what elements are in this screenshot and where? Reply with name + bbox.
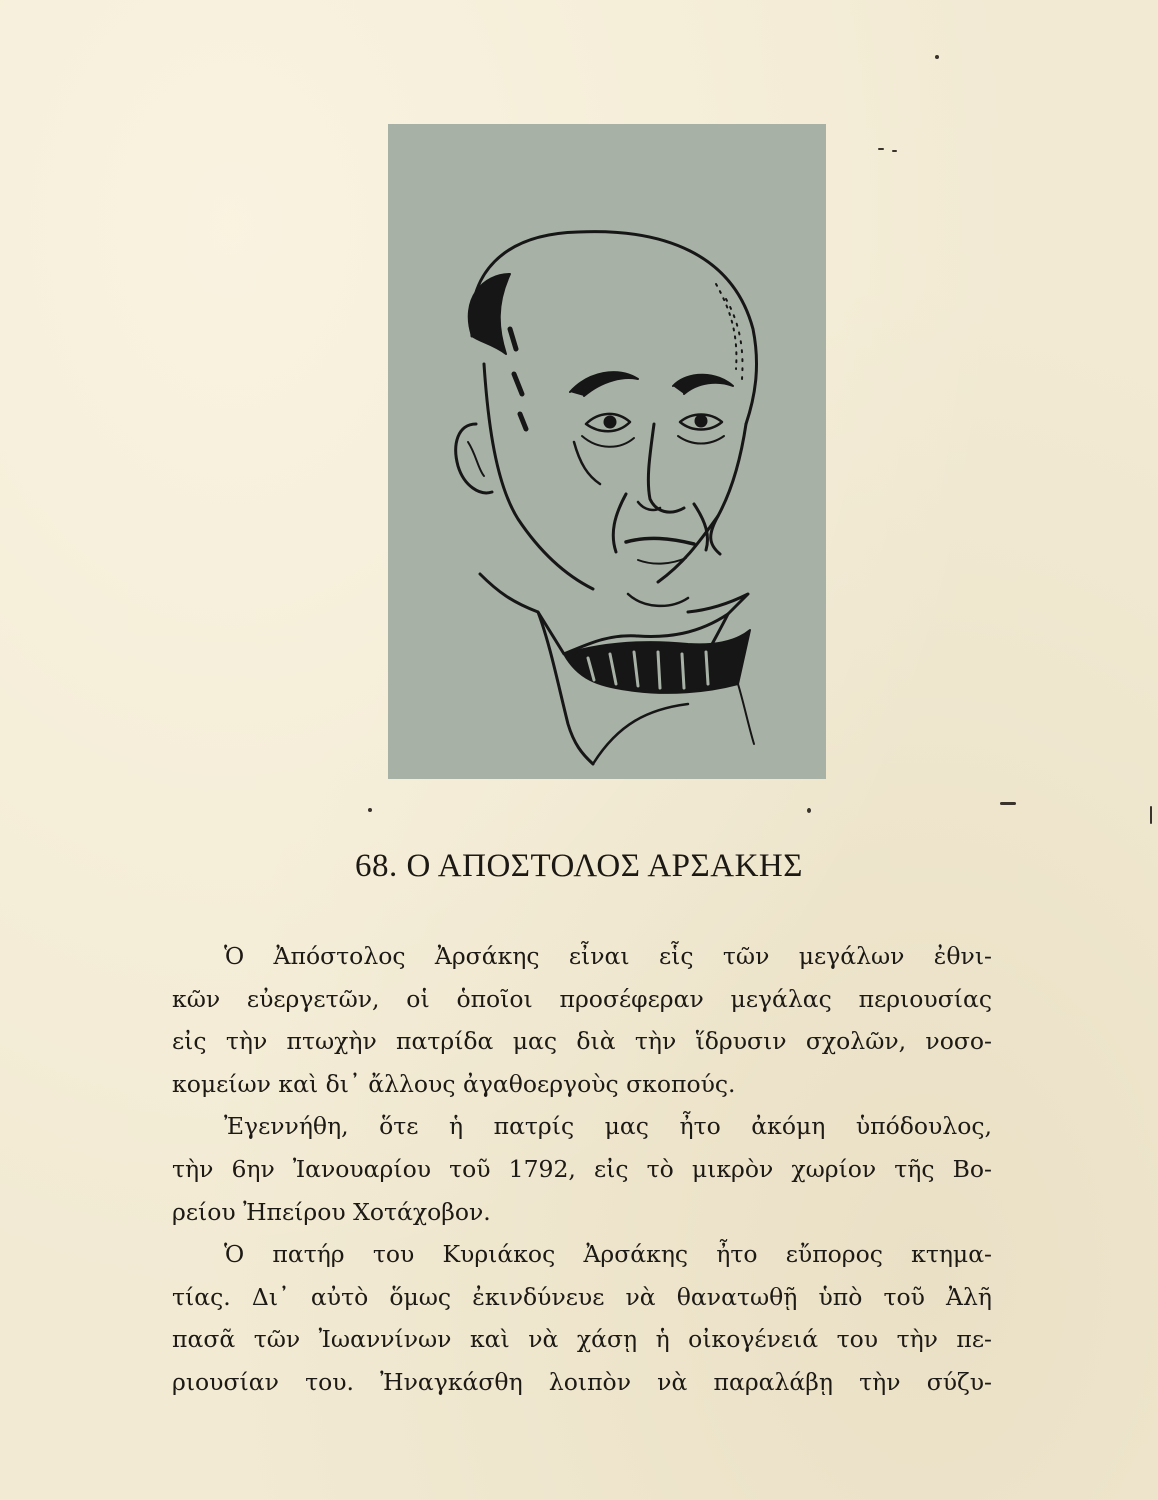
paragraph <box>172 1233 992 1403</box>
text-line: τίας. Δι᾽ αὐτὸ ὅμως ἐκινδύνευε νὰ θανατωθῇ ὑπὸ τοῦ Ἀλῆ <box>172 1282 992 1311</box>
ink-speck <box>1150 806 1152 824</box>
page-title: 68. Ο ΑΠΟΣΤΟΛΟΣ ΑΡΣΑΚΗΣ <box>355 848 803 884</box>
text-line: Ἐγεννήθη, ὅτε ἡ πατρίς μας ἦτο ἀκόμη ὑπόδουλος, <box>224 1112 992 1141</box>
text-line: πασᾶ τῶν Ἰωαννίνων καὶ νὰ χάσῃ ἡ οἰκογένειά του τὴν πε- <box>172 1325 992 1354</box>
paragraph <box>172 1105 992 1233</box>
article-body <box>172 935 992 1404</box>
portrait-illustration-icon <box>388 124 826 779</box>
text-line: Ὁ πατήρ του Κυριάκος Ἀρσάκης ἦτο εὔπορος κτημα- <box>224 1240 992 1269</box>
ink-speck <box>935 55 939 59</box>
text-line: ριουσίαν του. Ἠναγκάσθη λοιπὸν νὰ παραλάβῃ τὴν σύζυ- <box>172 1367 992 1396</box>
text-line: κομείων καὶ δι᾽ ἄλλους ἀγαθοεργοὺς σκοπούς. <box>172 1069 736 1098</box>
ink-speck <box>892 150 897 152</box>
ink-speck <box>878 148 884 150</box>
text-line: εἰς τὴν πτωχὴν πατρίδα μας διὰ τὴν ἵδρυσιν σχολῶν, νοσο- <box>172 1027 992 1056</box>
text-line: ρείου Ἠπείρου Χοτάχοβον. <box>172 1197 491 1226</box>
text-line: τὴν 6ην Ἰανουαρίου τοῦ 1792, εἰς τὸ μικρὸν χωρίον τῆς Βο- <box>172 1154 992 1183</box>
paragraph <box>172 935 992 1105</box>
portrait-illustration <box>388 124 826 779</box>
text-line: κῶν εὐεργετῶν, οἱ ὁποῖοι προσέφεραν μεγάλας περιουσίας <box>172 984 992 1013</box>
ink-speck <box>1000 802 1016 805</box>
ink-speck <box>368 808 372 812</box>
ink-speck <box>807 808 811 813</box>
text-line: Ὁ Ἀπόστολος Ἀρσάκης εἶναι εἷς τῶν μεγάλων ἐθνι- <box>224 942 992 970</box>
